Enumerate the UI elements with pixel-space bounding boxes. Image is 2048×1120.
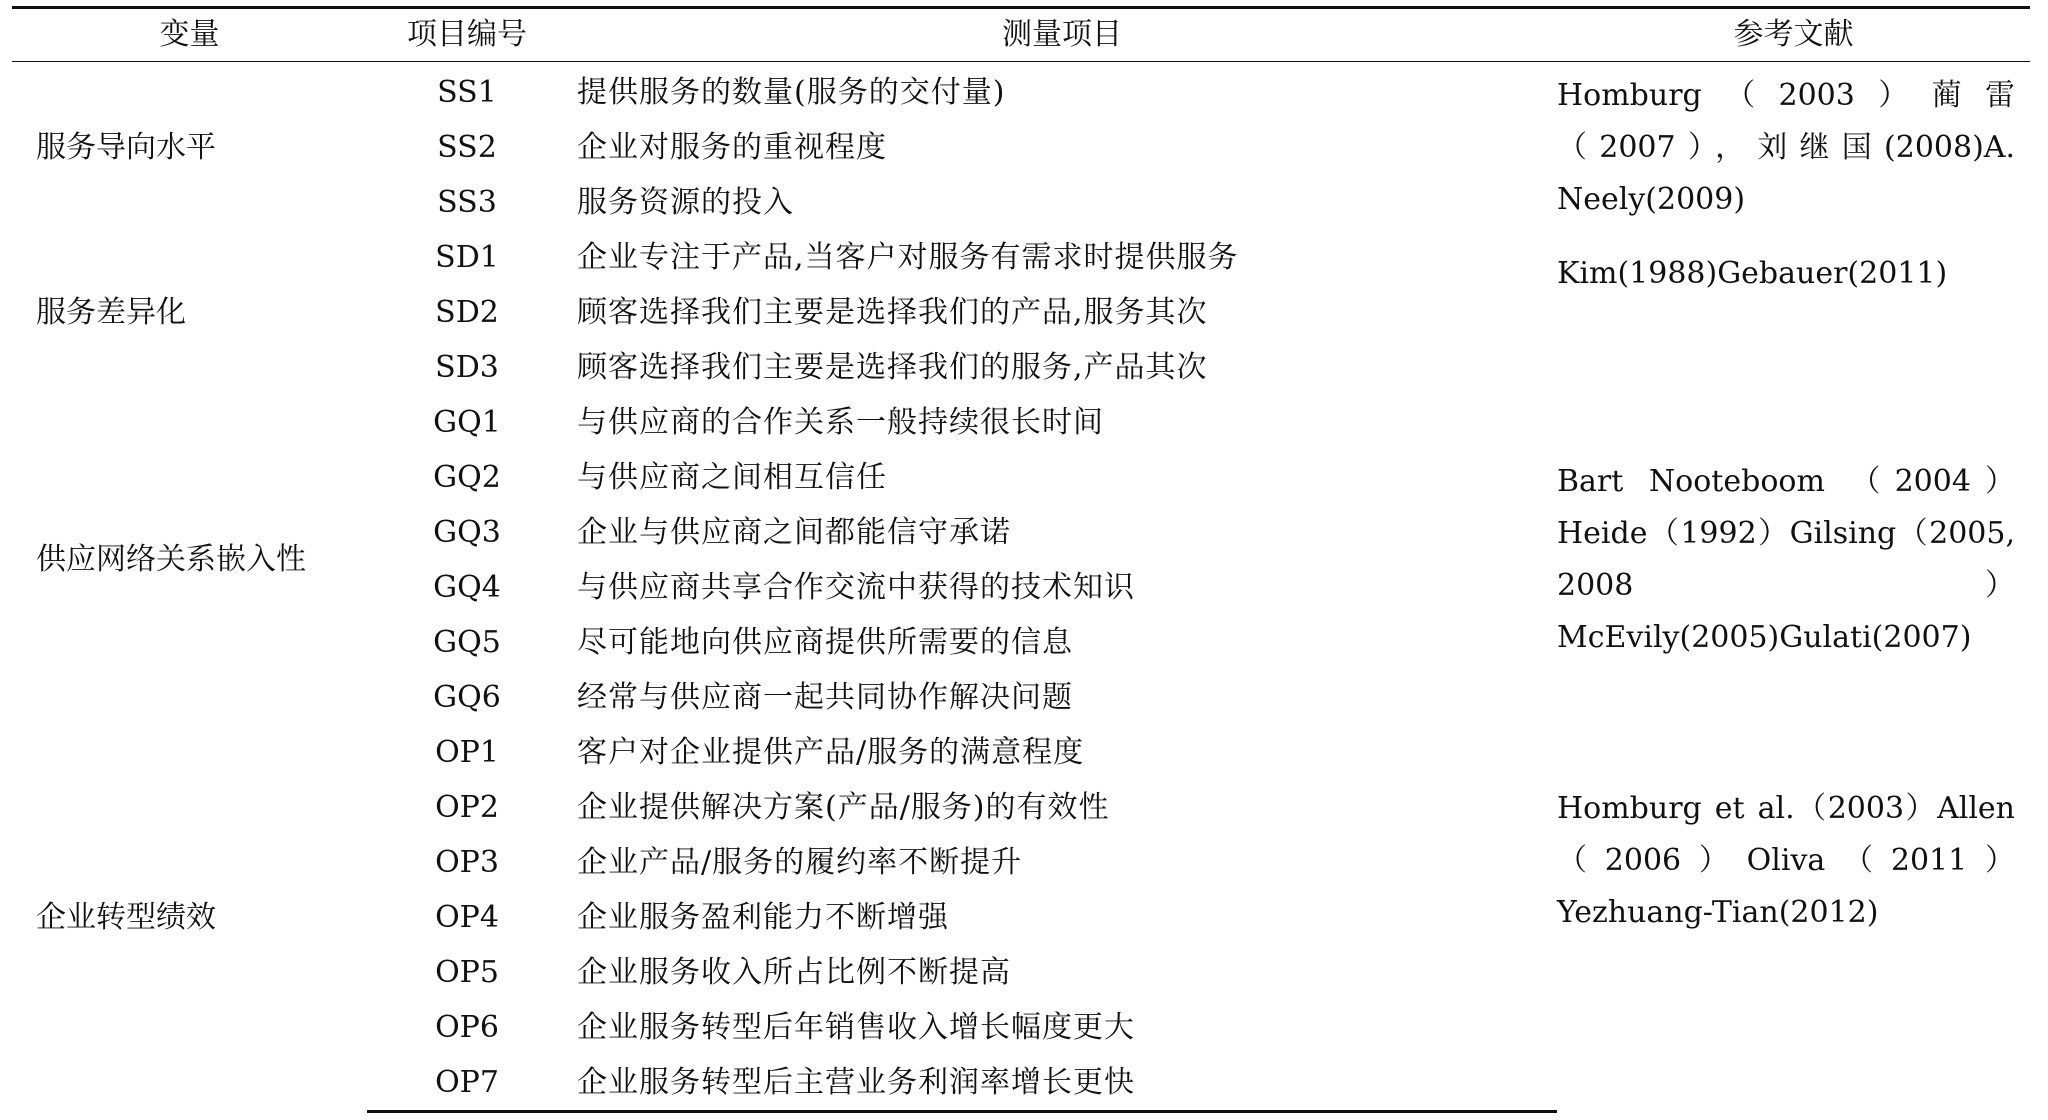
variable-cell: 供应网络关系嵌入性 bbox=[36, 542, 306, 577]
item-id: GQ2 bbox=[433, 460, 501, 495]
measurement-table-page bbox=[12, 6, 2030, 1114]
table-row bbox=[12, 62, 2030, 121]
item-id: OP3 bbox=[435, 845, 499, 880]
item-text: 企业服务转型后年销售收入增长幅度更大 bbox=[577, 1010, 1135, 1045]
item-id: SS1 bbox=[437, 75, 497, 110]
header-reference: 参考文献 bbox=[1557, 8, 2030, 62]
reference-cell bbox=[1557, 725, 2030, 1112]
item-text: 企业对服务的重视程度 bbox=[577, 130, 887, 165]
item-text: 尽可能地向供应商提供所需要的信息 bbox=[577, 625, 1073, 660]
item-text: 企业服务转型后主营业务利润率增长更快 bbox=[567, 1055, 1557, 1112]
item-text: 顾客选择我们主要是选择我们的产品,服务其次 bbox=[577, 295, 1208, 330]
item-text: 企业专注于产品,当客户对服务有需求时提供服务 bbox=[577, 240, 1239, 275]
reference-cell bbox=[1557, 230, 2030, 395]
item-id: OP1 bbox=[435, 735, 499, 770]
reference-cell bbox=[1557, 395, 2030, 725]
item-text: 与供应商共享合作交流中获得的技术知识 bbox=[577, 570, 1135, 605]
item-id: SS2 bbox=[437, 130, 497, 165]
item-id: GQ3 bbox=[433, 515, 501, 550]
item-id: OP2 bbox=[435, 790, 499, 825]
reference-text: Kim(1988)Gebauer(2011) bbox=[1557, 256, 1948, 291]
table-row bbox=[12, 725, 2030, 780]
item-id: OP4 bbox=[435, 900, 499, 935]
item-id: SD2 bbox=[435, 295, 499, 330]
item-id: SD1 bbox=[435, 240, 499, 275]
item-text: 企业服务收入所占比例不断提高 bbox=[577, 955, 1011, 990]
item-id: GQ1 bbox=[433, 405, 501, 440]
item-id: OP5 bbox=[435, 955, 499, 990]
item-text: 与供应商的合作关系一般持续很长时间 bbox=[577, 405, 1104, 440]
header-item-no: 项目编号 bbox=[367, 8, 567, 62]
item-text: 企业提供解决方案(产品/服务)的有效性 bbox=[577, 790, 1110, 825]
item-text: 企业服务盈利能力不断增强 bbox=[577, 900, 949, 935]
reference-text: Homburg（2003）蔺雷（2007），刘继国(2008)A. Neely(2009) bbox=[1557, 77, 2015, 217]
item-text: 经常与供应商一起共同协作解决问题 bbox=[577, 680, 1073, 715]
table-row bbox=[12, 395, 2030, 450]
reference-text: Bart Nooteboom （2004）Heide（1992）Gilsing（2005, 2008）McEvily(2005)Gulati(2007) bbox=[1557, 464, 2015, 655]
item-id: SD3 bbox=[435, 350, 499, 385]
item-text: 客户对企业提供产品/服务的满意程度 bbox=[577, 735, 1085, 770]
item-id: GQ4 bbox=[433, 570, 501, 605]
variable-cell: 企业转型绩效 bbox=[36, 900, 216, 936]
reference-text: Homburg et al.（2003）Allen（2006）Oliva（2011）Yezhuang-Tian(2012) bbox=[1557, 791, 2015, 930]
item-text: 服务资源的投入 bbox=[577, 185, 794, 220]
item-id: OP7 bbox=[367, 1055, 567, 1112]
item-text: 与供应商之间相互信任 bbox=[577, 460, 887, 495]
item-id: GQ6 bbox=[433, 680, 501, 715]
item-id: SS3 bbox=[437, 185, 497, 220]
item-text: 提供服务的数量(服务的交付量) bbox=[577, 75, 1006, 110]
item-id: GQ5 bbox=[433, 625, 501, 660]
item-text: 企业与供应商之间都能信守承诺 bbox=[577, 515, 1011, 550]
measurement-table bbox=[12, 6, 2030, 1113]
header-measure: 测量项目 bbox=[567, 8, 1557, 62]
item-text: 顾客选择我们主要是选择我们的服务,产品其次 bbox=[577, 350, 1208, 385]
item-id: OP6 bbox=[435, 1010, 499, 1045]
reference-cell bbox=[1557, 62, 2030, 231]
table-row bbox=[12, 230, 2030, 285]
header-row bbox=[12, 8, 2030, 62]
variable-cell: 服务差异化 bbox=[36, 294, 186, 330]
header-variable: 变量 bbox=[12, 8, 367, 62]
variable-cell: 服务导向水平 bbox=[36, 129, 216, 165]
item-text: 企业产品/服务的履约率不断提升 bbox=[577, 845, 1023, 880]
